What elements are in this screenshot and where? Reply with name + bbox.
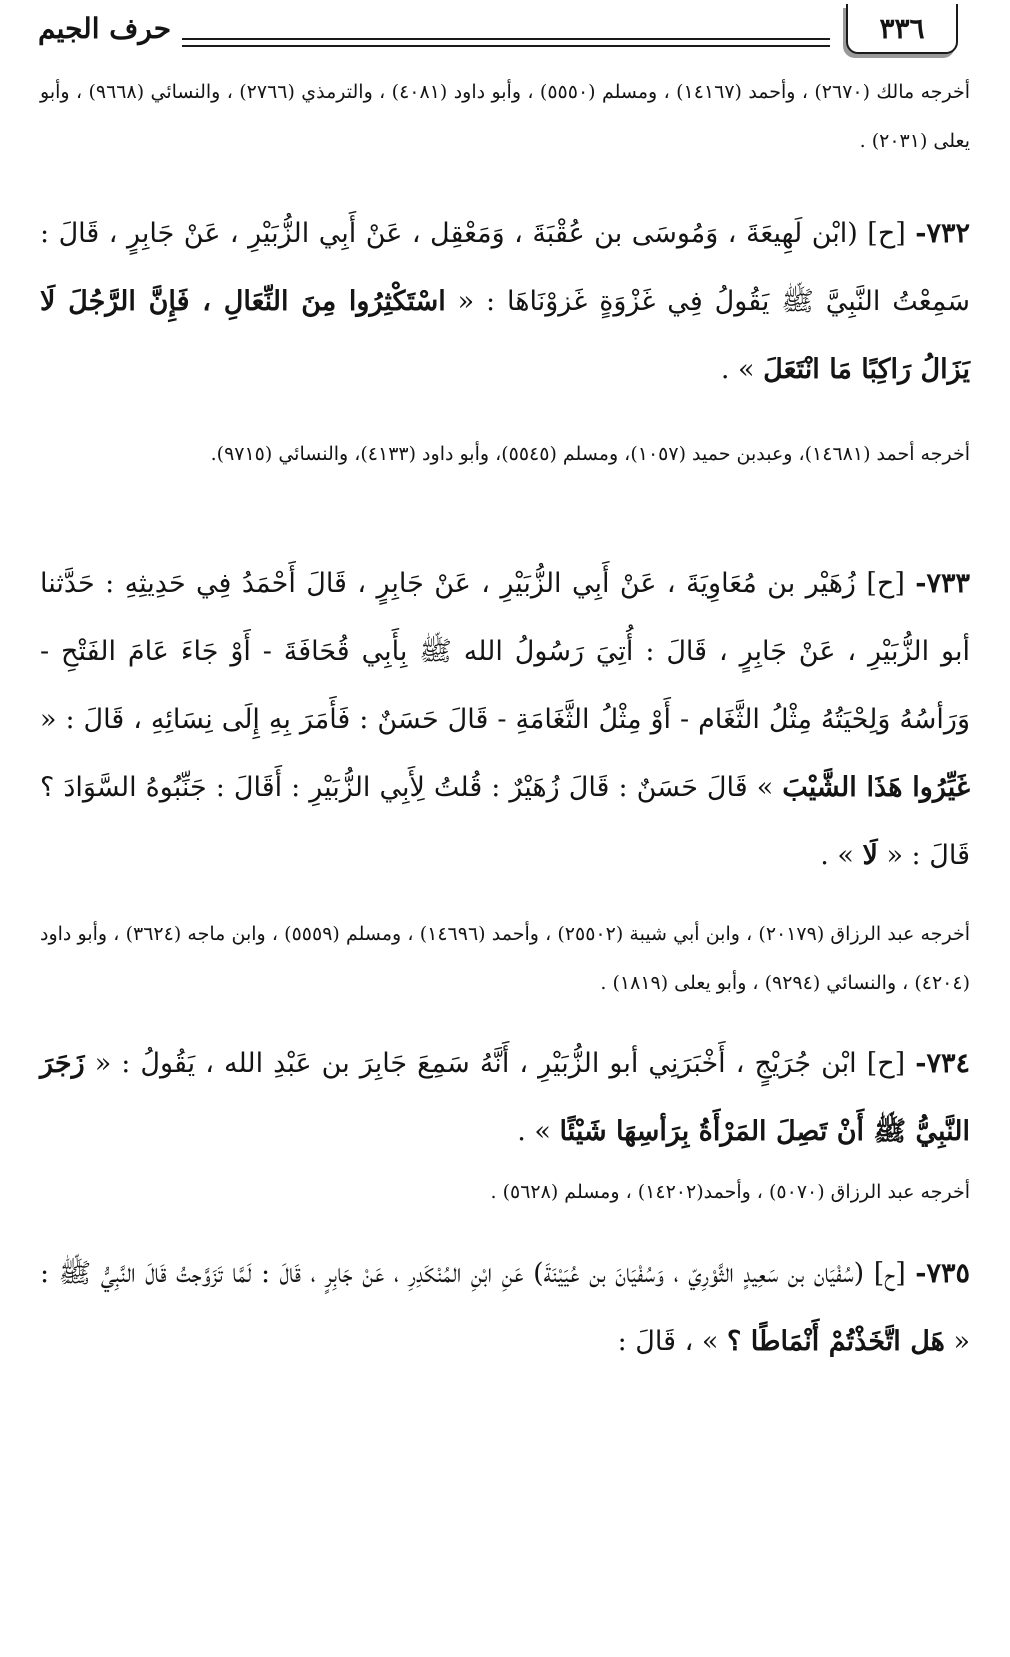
hadith-end: » ، قَالَ : xyxy=(617,1326,727,1357)
page-number: ٣٣٦ xyxy=(846,4,958,54)
hadith-number: ٧٣٢- xyxy=(915,218,970,249)
footnote-733: أخرجه عبد الرزاق (٢٠١٧٩) ، وابن أبي شيبة (٢٥٥٠٢) ، وأحمد (١٤٦٩٦) ، ومسلم (٥٥٥٩) ، وابن ماجه (٣٦٢٤) ، وأبو داود (٤٢٠٤) ، والنسائي (٩٢٩٤) ، وأبو يعلى (١٨١٩) . xyxy=(40,923,970,994)
hadith-735 xyxy=(40,1240,970,1376)
hadith-middle: » قَالَ حَسَنٌ : قَالَ زُهَيْرٌ : قُلتُ لِأَبِي الزُّبَيْرِ : أَقَالَ : جَنِّبُوهُ السَّوَادَ ؟ قَالَ : « xyxy=(40,772,970,871)
hadith-quote: هَل اتَّخَذْتُمْ أَنْمَاطًا ؟ xyxy=(727,1326,945,1357)
hadith-isnad: [ح] (ابْن لَهِيعَةَ ، وَمُوسَى بن عُقْبَةَ ، وَمَعْقِل ، عَنْ أَبِي الزُّبَيْرِ ، عَنْ جَابِرٍ ، قَالَ : سَمِعْتُ النَّبِيَّ ﷺ يَقُولُ فِي غَزْوَةٍ غَزوْنَاهَا : « xyxy=(40,218,970,317)
hadith-732 xyxy=(40,200,970,404)
hadith-isnad: [ح] (سُفْيَان بن سَعِيدٍ الثَّوْرِيّ ، وَسُفْيَانَ بن عُيَيْنَةَ) عَنِ ابْنِ المُنْكَدِرِ ، عَنْ جَابِرٍ ، قَالَ : لَمَّا تَزَوَّجتُ قَالَ النَّبِيُّ ﷺ : « xyxy=(40,1258,970,1357)
hadith-number: ٧٣٥- xyxy=(915,1258,970,1289)
hadith-quote: اسْتَكْثِرُوا مِنَ النِّعَالِ ، فَإِنَّ الرَّجُلَ لَا يَزَالُ رَاكِبًا مَا انْتَعَلَ xyxy=(40,286,970,385)
hadith-734 xyxy=(40,1030,970,1166)
page-header xyxy=(0,0,1010,70)
footnote-732: أخرجه أحمد (١٤٦٨١)، وعبدبن حميد (١٠٥٧)، ومسلم (٥٥٤٥)، وأبو داود (٤١٣٣)، والنسائي (٩٧١٥). xyxy=(210,443,970,465)
hadith-end: » . xyxy=(820,840,863,871)
footnote-731: أخرجه مالك (٢٦٧٠) ، وأحمد (١٤١٦٧) ، ومسلم (٥٥٥٠) ، وأبو داود (٤٠٨١) ، والترمذي (٢٧٦٦) ، والنسائي (٩٦٦٨) ، وأبو يعلى (٢٠٣١) . xyxy=(40,81,971,152)
header-rule xyxy=(182,38,830,47)
hadith-quote: غَيِّرُوا هَذَا الشَّيْبَ xyxy=(782,772,970,803)
hadith-isnad: [ح] زُهَيْر بن مُعَاوِيَةَ ، عَنْ أَبِي الزُّبَيْرِ ، عَنْ جَابِرٍ ، قَالَ أَحْمَدُ فِي حَدِيثِهِ : حَدَّثنا أبو الزُّبَيْرِ ، عَنْ جَابِرٍ ، قَالَ : أُتِيَ رَسُولُ الله ﷺ بِأَبِي قُحَافَةَ - أَوْ جَاءَ عَامَ الفَتْحِ - وَرَأسُهُ وَلِحْيَتُهُ مِثْلُ الثَّغَام - أَوْ مِثْلُ الثَّغَامَةِ - قَالَ حَسَنٌ : فَأَمَرَ بِهِ إِلَى نِسَائِهِ ، قَالَ : « xyxy=(40,568,970,735)
footnote-734: أخرجه عبد الرزاق (٥٠٧٠) ، وأحمد(١٤٢٠٢) ، ومسلم (٥٦٢٨) . xyxy=(490,1181,970,1203)
hadith-733 xyxy=(40,550,970,890)
running-title: حرف الجيم xyxy=(38,12,171,45)
hadith-quote: لَا xyxy=(862,840,878,871)
hadith-end: » . xyxy=(720,354,764,385)
hadith-number: ٧٣٤- xyxy=(915,1048,970,1079)
hadith-number: ٧٣٣- xyxy=(915,568,970,599)
hadith-isnad: [ح] ابْن جُرَيْجٍ ، أَخْبَرَنِي أبو الزُّبَيْرِ ، أَنَّهُ سَمِعَ جَابِرَ بن عَبْدِ الله ، يَقُولُ : « xyxy=(84,1048,916,1079)
hadith-quote: زَجَرَ النَّبِيُّ ﷺ أَنْ تَصِلَ المَرْأَةُ بِرَأسِهَا شَيْئًا xyxy=(40,1048,970,1147)
hadith-end: » . xyxy=(517,1116,560,1147)
